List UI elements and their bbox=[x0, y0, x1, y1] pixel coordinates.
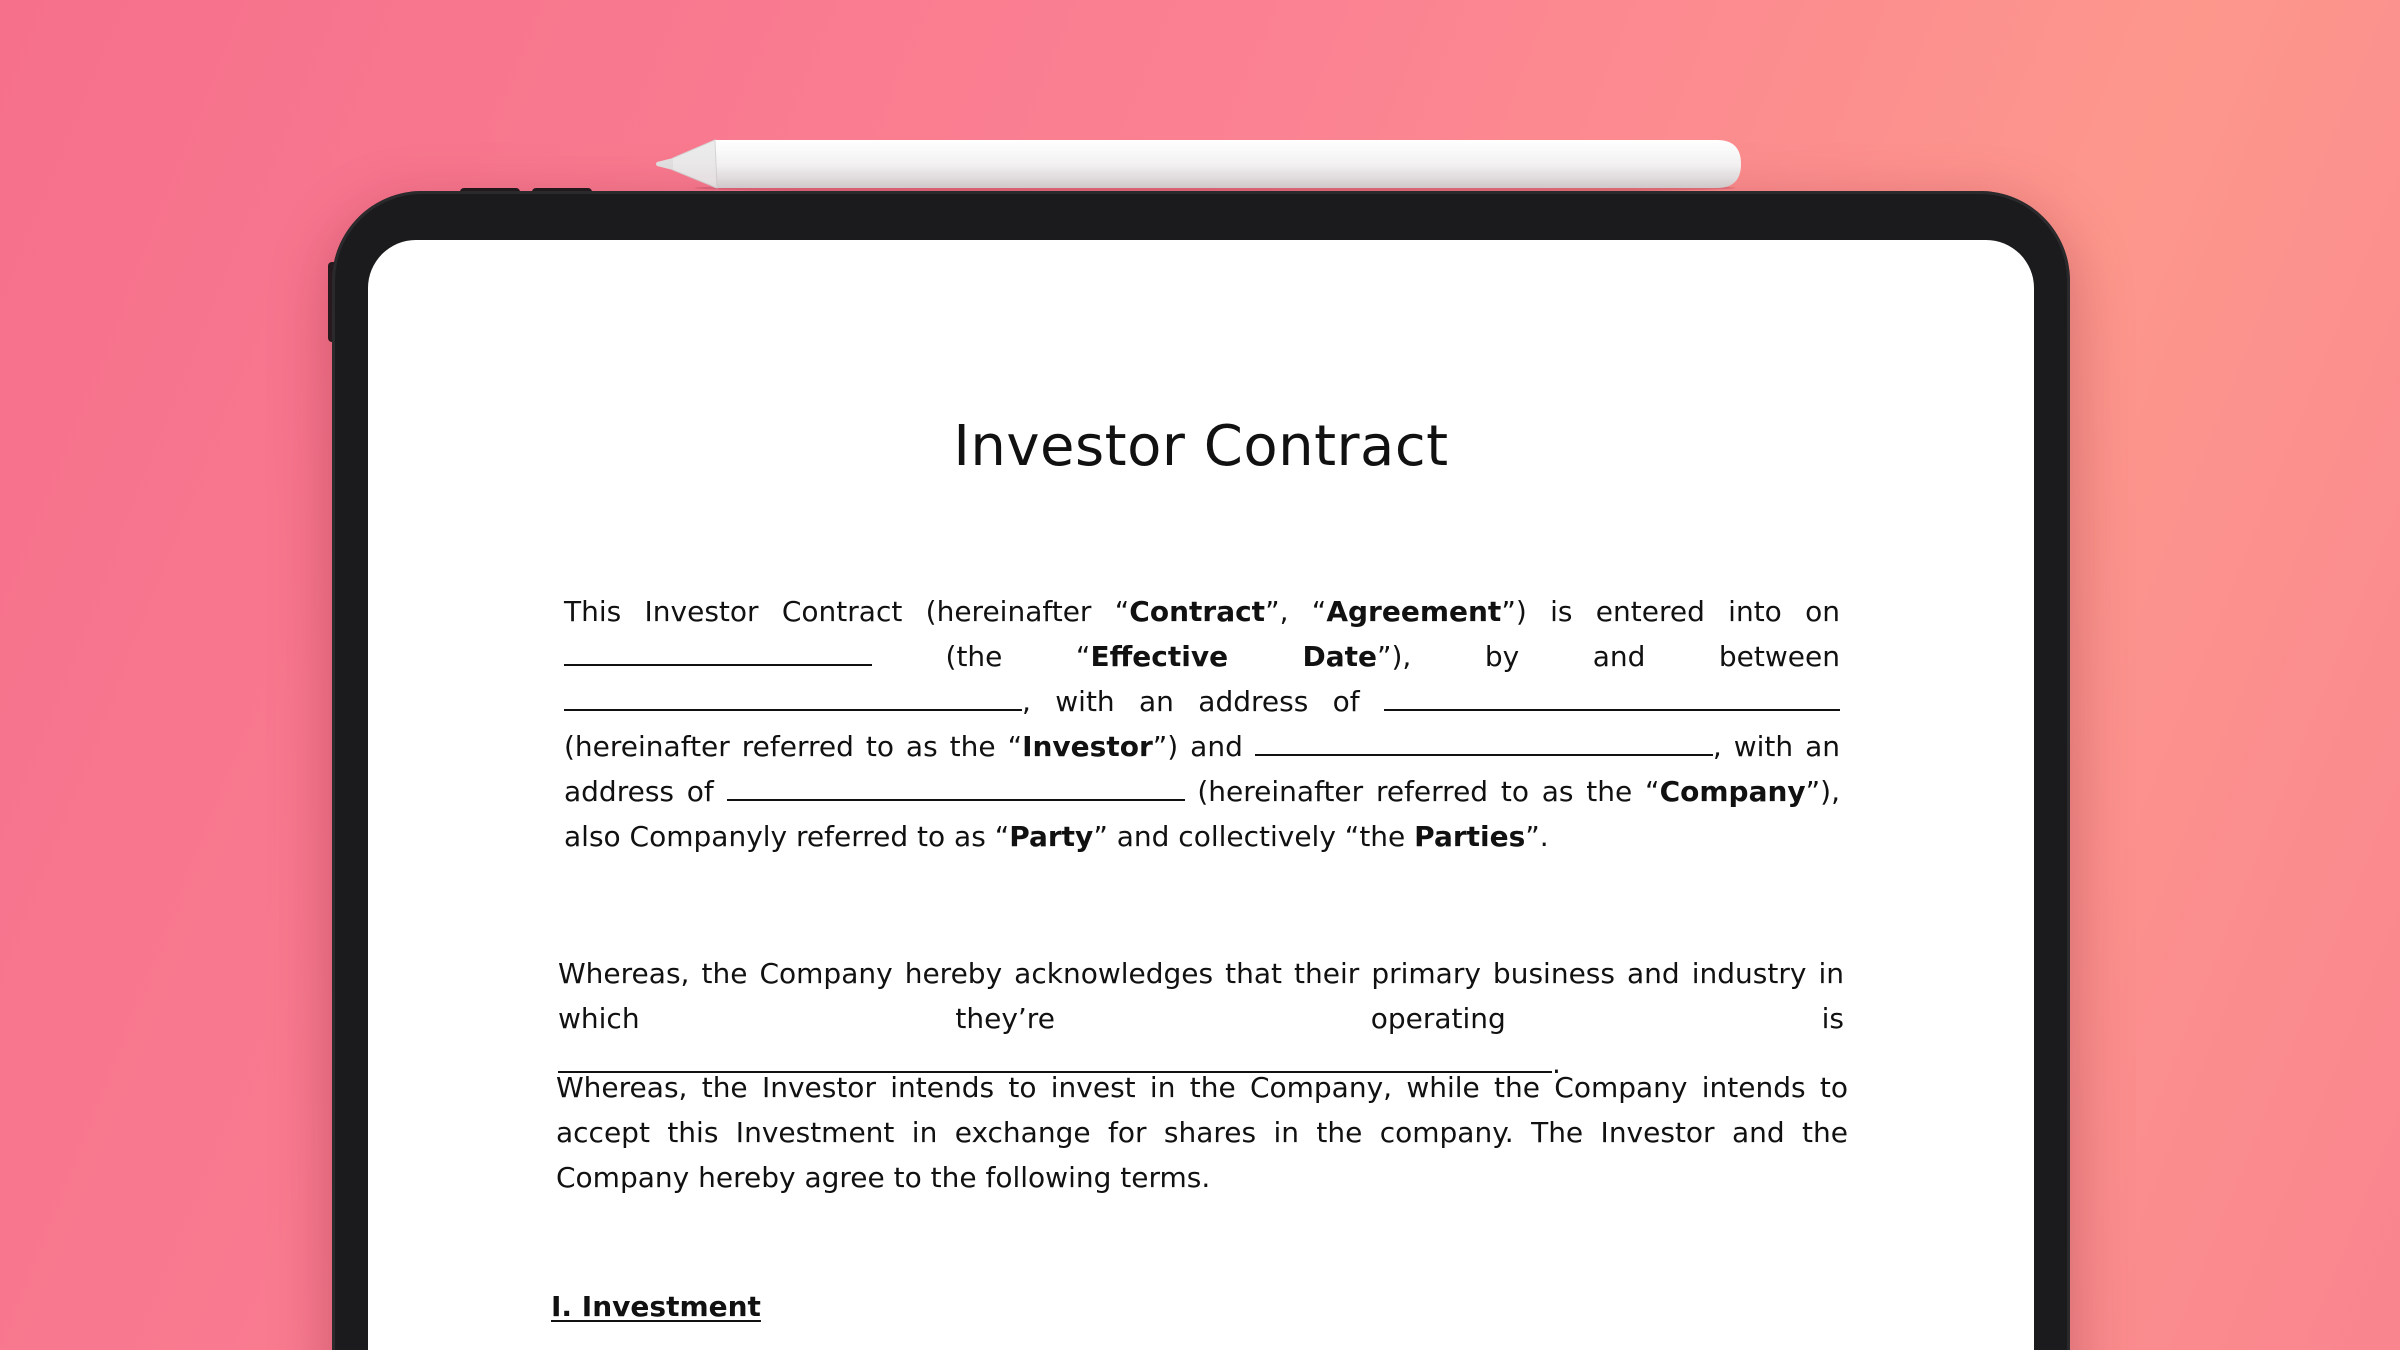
intro-text: (the “ bbox=[872, 640, 1091, 673]
tablet-device bbox=[332, 191, 2070, 1350]
intro-text: (hereinafter referred to as the “ bbox=[564, 730, 1023, 763]
intro-text: ”), also Companyly referred to as “ bbox=[564, 775, 1840, 853]
whereas-text: Whereas, the Company hereby acknowledges that their primary business and industry in which they’re operating is bbox=[558, 957, 1844, 1035]
intro-text: ”), by and between bbox=[1376, 640, 1840, 673]
defined-term-contract: Contract bbox=[1129, 595, 1266, 628]
investor-address-blank[interactable] bbox=[1384, 683, 1840, 711]
contract-document bbox=[368, 240, 2034, 1350]
intro-text: This Investor Contract (hereinafter “ bbox=[564, 595, 1130, 628]
investor-name-blank[interactable] bbox=[564, 683, 1022, 711]
intro-text: (hereinafter referred to as the “ bbox=[1184, 775, 1660, 808]
defined-term-party: Party bbox=[1009, 820, 1094, 853]
section-heading-investment: I. Investment bbox=[551, 1290, 761, 1323]
intro-text: , with an address of bbox=[564, 730, 1840, 808]
intro-text: ” and collectively “the bbox=[1093, 820, 1415, 853]
document-title: Investor Contract bbox=[953, 414, 1449, 479]
company-address-blank[interactable] bbox=[727, 773, 1185, 801]
defined-term-company: Company bbox=[1659, 775, 1806, 808]
effective-date-blank[interactable] bbox=[564, 638, 872, 666]
intro-text: ”) and bbox=[1152, 730, 1255, 763]
company-name-blank[interactable] bbox=[1255, 728, 1713, 756]
intro-text: , with an address of bbox=[1022, 685, 1384, 718]
whereas-investment-paragraph: Whereas, the Investor intends to invest in the Company, while the Company intends to accept this Investment in exchange for shares in the company. The Investor and the Company hereby agree to the following terms. bbox=[556, 1071, 1848, 1194]
intro-text: ”. bbox=[1525, 820, 1549, 853]
intro-text: ”) is entered into on bbox=[1501, 595, 1841, 628]
defined-term-agreement: Agreement bbox=[1326, 595, 1502, 628]
defined-term-investor: Investor bbox=[1022, 730, 1153, 763]
tablet-screen bbox=[368, 240, 2034, 1350]
defined-term-parties: Parties bbox=[1414, 820, 1526, 853]
defined-term-effective-date: Effective Date bbox=[1090, 640, 1377, 673]
intro-text: ”, “ bbox=[1265, 595, 1327, 628]
intro-paragraph bbox=[564, 589, 1840, 859]
whereas-text: . bbox=[1552, 1047, 1561, 1080]
apple-pencil-icon bbox=[655, 132, 1745, 194]
